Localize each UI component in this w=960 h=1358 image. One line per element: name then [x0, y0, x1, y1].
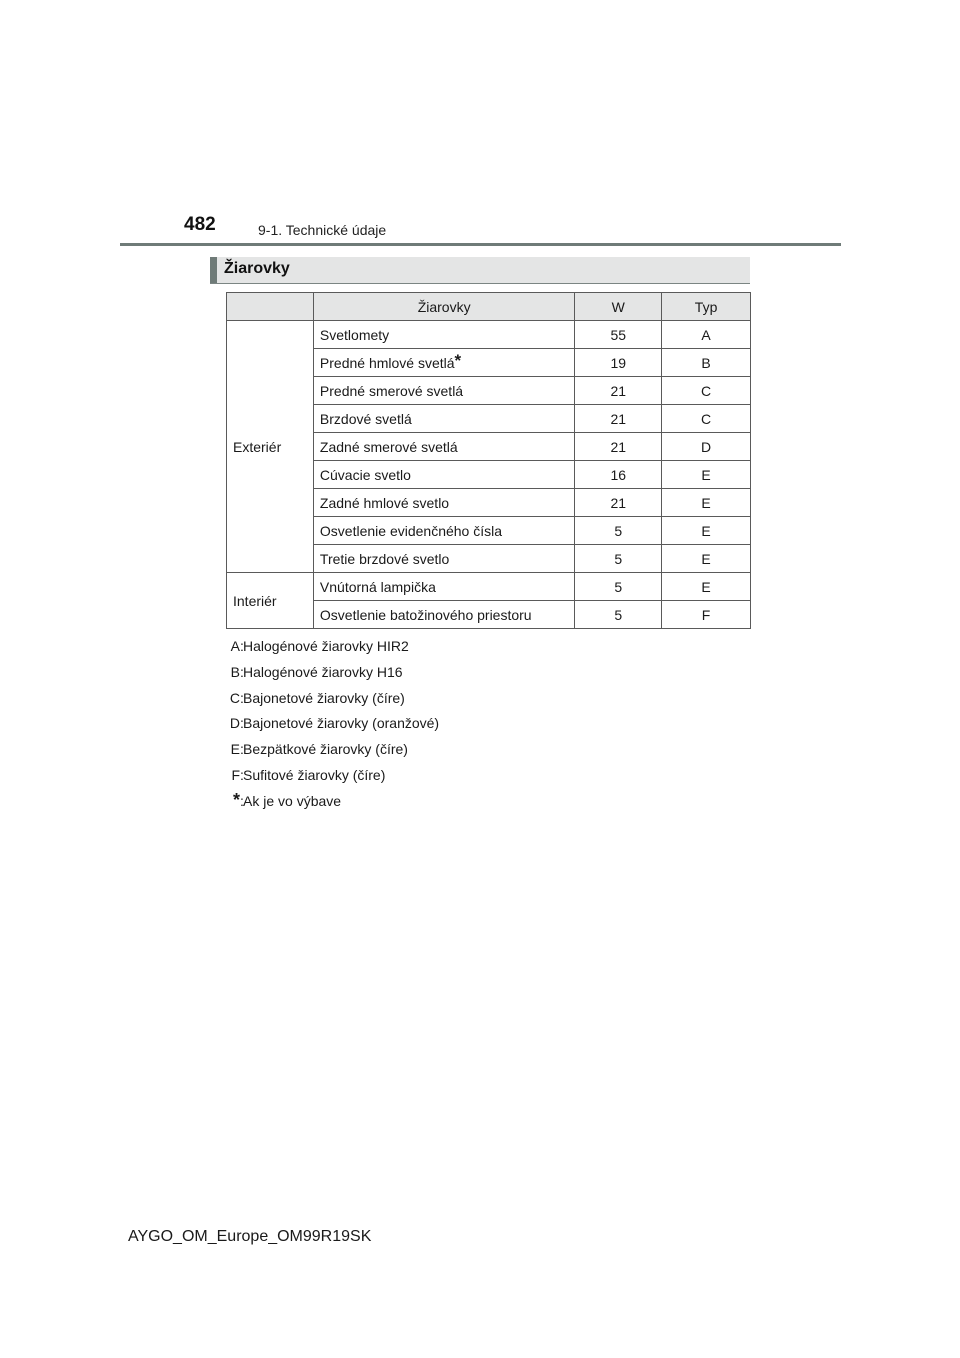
legend-separator: :	[240, 767, 244, 783]
bulb-name	[313, 517, 574, 545]
legend-text: Halogénové žiarovky HIR2	[243, 638, 409, 654]
bulb-wattage: 19	[575, 349, 662, 377]
bulb-name-text: Tretie brzdové svetlo	[319, 550, 450, 567]
legend-text: Halogénové žiarovky H16	[243, 663, 403, 680]
bulb-name-text: Zadné hmlové svetlo	[319, 494, 450, 511]
legend-separator: :	[240, 741, 244, 758]
footer-doc-id: AYGO_OM_Europe_OM99R19SK	[128, 1228, 372, 1245]
legend-text: Bajonetové žiarovky (oranžové)	[243, 715, 440, 732]
bulb-name	[313, 489, 574, 517]
bulb-type: C	[662, 405, 751, 433]
bulb-name-text: Vnútorná lampička	[319, 578, 436, 595]
bulb-name	[313, 321, 574, 349]
chapter-title: 9-1. Technické údaje	[258, 222, 387, 238]
legend-key: A	[230, 638, 240, 654]
legend-separator: :	[240, 638, 244, 654]
legend-key: E	[230, 741, 240, 758]
column-header-group	[227, 293, 314, 321]
bulb-name	[313, 377, 574, 405]
legend-separator: :	[240, 689, 244, 706]
table-row	[227, 321, 751, 349]
bulb-wattage: 16	[575, 461, 662, 489]
bulb-type: B	[662, 349, 751, 377]
bulb-name	[313, 433, 574, 461]
footnote-text: Ak je vo výbave	[243, 792, 342, 809]
legend-text: Sufitové žiarovky (číre)	[243, 767, 386, 783]
section-accent	[210, 257, 217, 283]
table-header-row	[227, 293, 751, 321]
bulb-name-text: Osvetlenie evidenčného čísla	[319, 522, 503, 539]
bulb-wattage: 5	[575, 601, 662, 629]
bulb-type: E	[662, 573, 751, 601]
bulb-name	[313, 349, 574, 377]
column-header-watt: W	[575, 293, 662, 321]
column-header-bulb: Žiarovky	[313, 293, 574, 321]
bulb-wattage: 21	[575, 377, 662, 405]
column-header-type: Typ	[662, 293, 751, 321]
group-label: Interiér	[227, 573, 314, 629]
footnote-marker: *	[232, 789, 240, 810]
bulb-wattage: 21	[575, 433, 662, 461]
bulbs-table	[226, 292, 751, 629]
bulb-type: C	[662, 377, 751, 405]
bulb-name-text: Svetlomety	[319, 326, 390, 343]
bulb-name-text: Zadné smerové svetlá	[319, 438, 458, 455]
bulb-wattage: 21	[575, 405, 662, 433]
table-row	[227, 573, 751, 601]
bulb-name	[313, 545, 574, 573]
bulb-name-text: Predné smerové svetlá	[319, 382, 464, 399]
bulb-name	[313, 461, 574, 489]
bulb-name-text: Brzdové svetlá	[319, 410, 412, 427]
footnote-separator: :	[240, 792, 244, 809]
table-body	[227, 321, 751, 629]
bulb-name	[313, 601, 574, 629]
bulb-type: E	[662, 545, 751, 573]
header-rule	[120, 243, 841, 246]
bulb-name-text: Osvetlenie batožinového priestoru	[319, 606, 532, 623]
bulb-type: F	[662, 601, 751, 629]
section-heading-bar	[210, 257, 750, 284]
bulb-type: E	[662, 461, 751, 489]
page-number: 482	[184, 214, 216, 235]
bulb-type: A	[662, 321, 751, 349]
bulb-type: E	[662, 489, 751, 517]
bulb-wattage: 5	[575, 517, 662, 545]
legend-separator: :	[240, 715, 244, 732]
legend-text: Bezpätkové žiarovky (číre)	[243, 741, 408, 758]
bulb-wattage: 5	[575, 573, 662, 601]
bulb-name-text: Predné hmlové svetlá	[319, 354, 455, 371]
legend-key: B	[230, 663, 240, 680]
legend-key: D	[229, 715, 240, 732]
bulb-type: E	[662, 517, 751, 545]
footnote-marker: *	[454, 350, 462, 370]
bulb-name	[313, 573, 574, 601]
bulb-name-text: Cúvacie svetlo	[319, 466, 411, 483]
legend-key: F	[231, 767, 240, 783]
section-title: Žiarovky	[224, 260, 290, 277]
group-label: Exteriér	[227, 321, 314, 573]
bulb-wattage: 55	[575, 321, 662, 349]
legend-key: C	[229, 689, 240, 706]
bulb-name	[313, 405, 574, 433]
legend-separator: :	[240, 663, 244, 680]
bulb-type: D	[662, 433, 751, 461]
bulb-wattage: 5	[575, 545, 662, 573]
legend-text: Bajonetové žiarovky (číre)	[243, 689, 405, 706]
bulb-wattage: 21	[575, 489, 662, 517]
